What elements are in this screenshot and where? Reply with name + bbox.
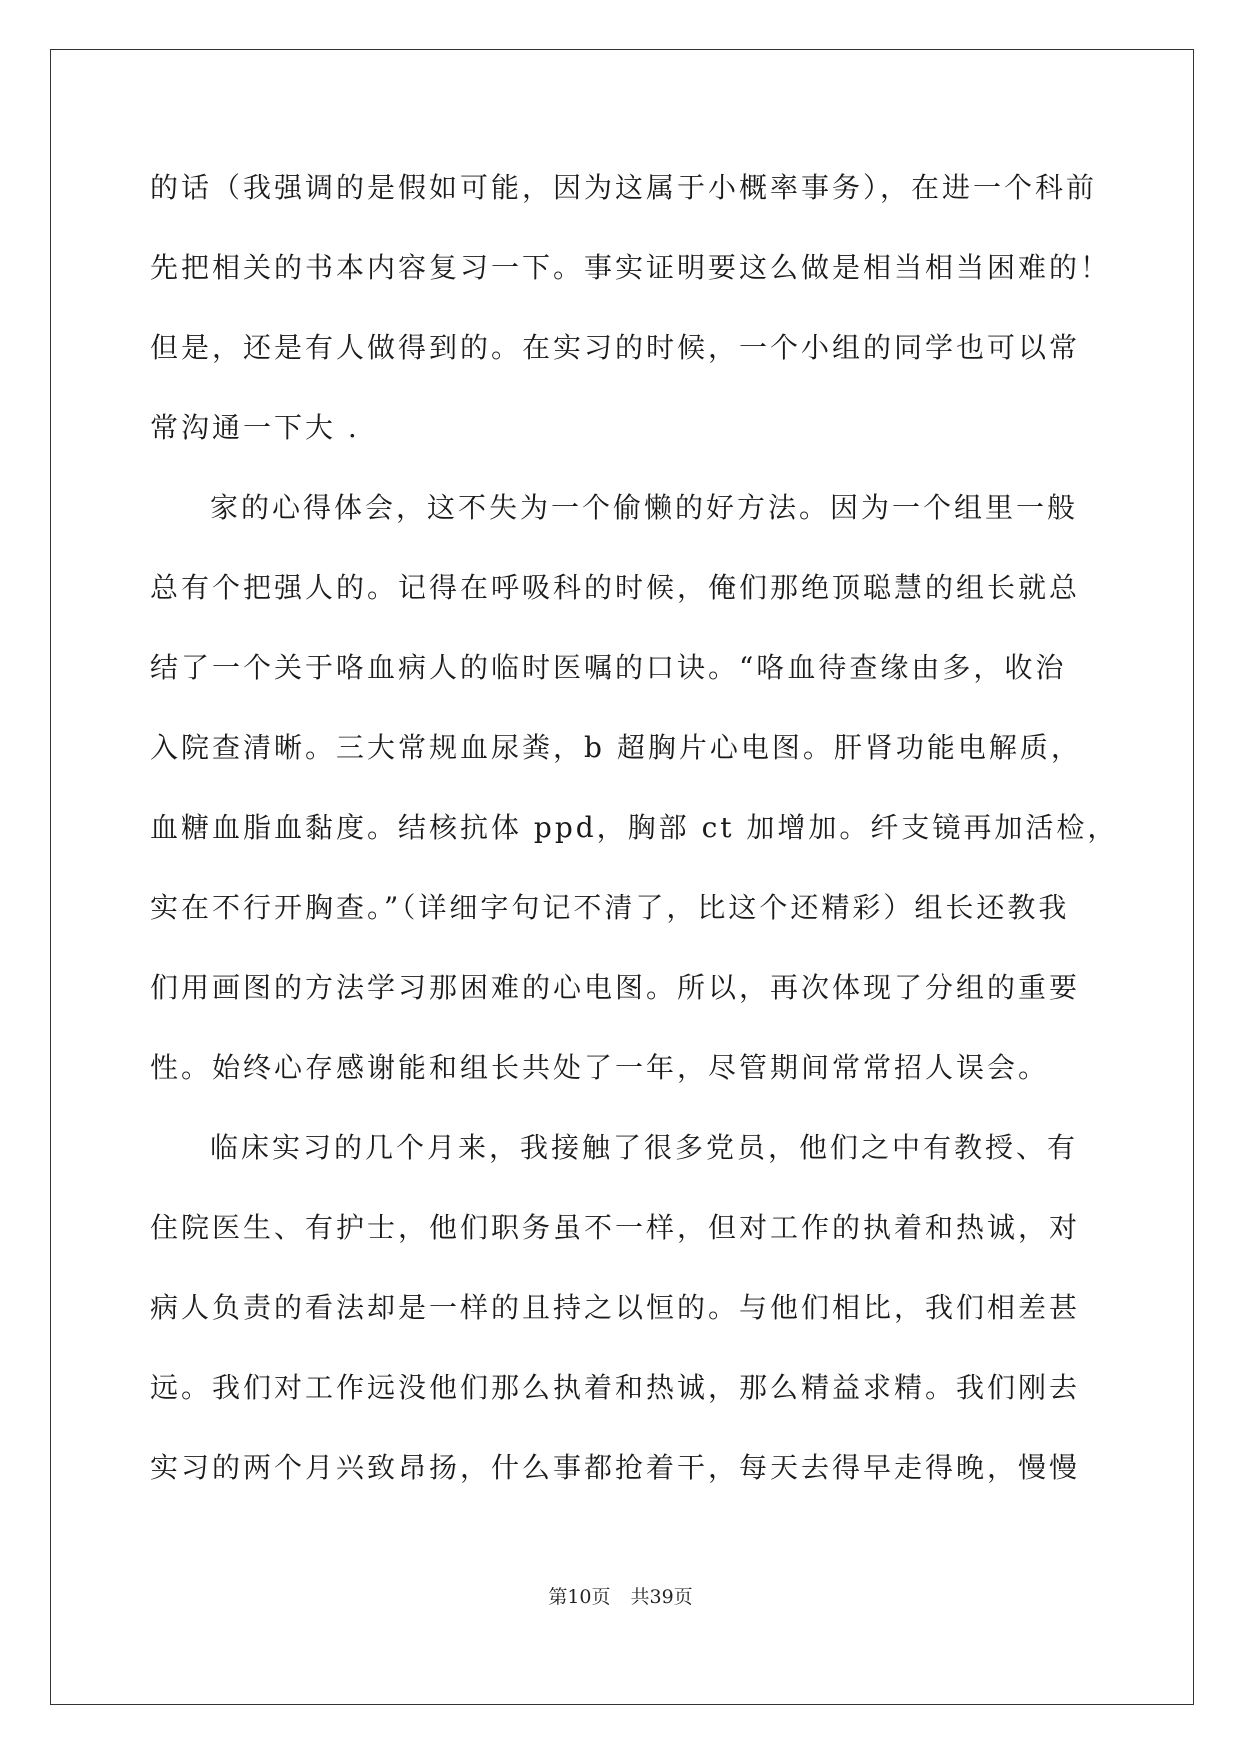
paragraph-first-line: 临床实习的几个月来，我接触了很多党员，他们之中有教授、有 — [210, 1131, 1079, 1164]
text-line: 结了一个关于咯血病人的临时医嘱的口诀。“咯血待查缘由多，收治 — [150, 651, 1067, 684]
text-line: 但是，还是有人做得到的。在实习的时候，一个小组的同学也可以常 — [150, 331, 1081, 364]
page-footer — [0, 1582, 1241, 1609]
paragraph-first-line: 家的心得体会，这不失为一个偷懒的好方法。因为一个组里一般 — [210, 491, 1079, 524]
text-line: 远。我们对工作远没他们那么执着和热诚，那么精益求精。我们刚去 — [150, 1371, 1081, 1404]
page-number-total: 共39页 — [630, 1586, 693, 1608]
text-line: 血糖血脂血黏度。结核抗体 ppd，胸部 ct 加增加。纤支镜再加活检， — [150, 811, 1119, 844]
text-line: 的话（我强调的是假如可能，因为这属于小概率事务），在进一个科前 — [150, 171, 1098, 204]
text-line: 总有个把强人的。记得在呼吸科的时候，俺们那绝顶聪慧的组长就总 — [150, 571, 1081, 604]
text-line: 们用画图的方法学习那困难的心电图。所以，再次体现了分组的重要 — [150, 971, 1081, 1004]
text-line: 先把相关的书本内容复习一下。事实证明要这么做是相当相当困难的！ — [150, 251, 1112, 284]
text-line: 性。始终心存感谢能和组长共处了一年，尽管期间常常招人误会。 — [150, 1051, 1050, 1084]
page-number-current: 第10页 — [548, 1586, 611, 1608]
document-body — [150, 148, 1119, 1508]
text-line: 住院医生、有护士，他们职务虽不一样，但对工作的执着和热诚，对 — [150, 1211, 1081, 1244]
text-line: 入院查清晰。三大常规血尿粪，b 超胸片心电图。肝肾功能电解质， — [150, 731, 1082, 764]
text-line: 实习的两个月兴致昂扬，什么事都抢着干，每天去得早走得晚，慢慢 — [150, 1451, 1081, 1484]
text-line: 病人负责的看法却是一样的且持之以恒的。与他们相比，我们相差甚 — [150, 1291, 1081, 1324]
text-line: 实在不行开胸查。”（详细字句记不清了，比这个还精彩）组长还教我 — [150, 891, 1070, 924]
text-line: 常沟通一下大 . — [150, 411, 360, 444]
